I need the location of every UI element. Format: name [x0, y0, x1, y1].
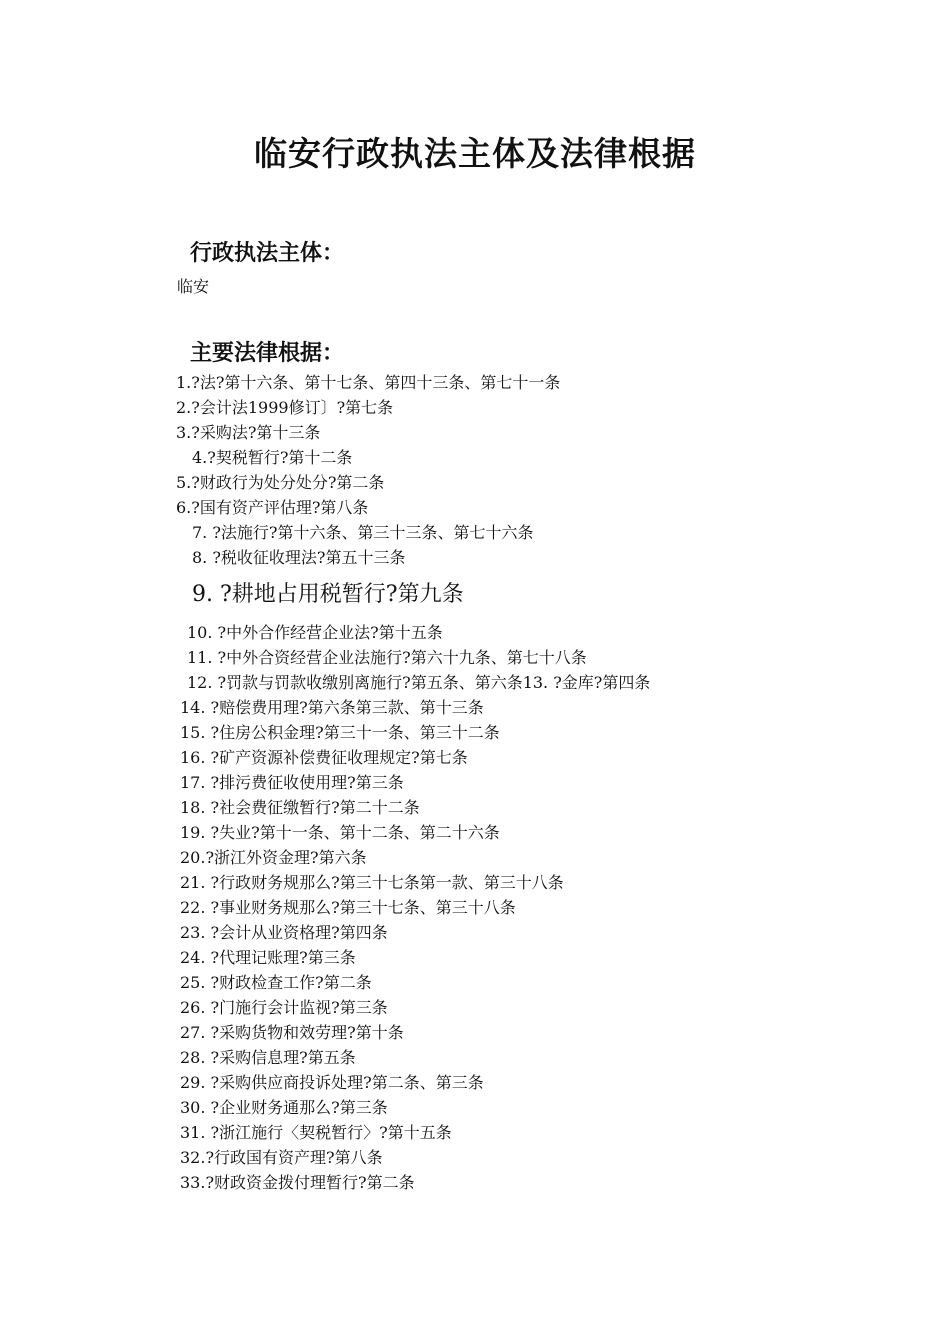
list-item: 2.?会计法1999修订〕?第七条: [176, 398, 394, 417]
list-item: 15. ?住房公积金理?第三十一条、第三十二条: [180, 723, 500, 742]
list-item: 4.?契税暂行?第十二条: [192, 448, 353, 467]
list-item: 16. ?矿产资源补偿费征收理规定?第七条: [180, 748, 468, 767]
basis-heading: 主要法律根据：: [190, 341, 345, 366]
list-item: 7. ?法施行?第十六条、第三十三条、第七十六条: [192, 523, 534, 542]
list-item: 6.?国有资产评估理?第八条: [176, 498, 369, 517]
list-item: 31. ?浙江施行〈契税暂行〉?第十五条: [180, 1123, 452, 1142]
list-item: 23. ?会计从业资格理?第四条: [180, 923, 388, 942]
list-item: 10. ?中外合作经营企业法?第十五条: [187, 623, 443, 642]
list-item: 8. ?税收征收理法?第五十三条: [192, 548, 406, 567]
list-item: 33.?财政资金拨付理暂行?第二条: [180, 1173, 415, 1192]
subject-value: 临安: [177, 277, 210, 296]
list-item: 18. ?社会费征缴暂行?第二十二条: [180, 798, 420, 817]
list-item: 29. ?采购供应商投诉处理?第二条、第三条: [180, 1073, 484, 1092]
list-item: 3.?采购法?第十三条: [176, 423, 321, 442]
list-item: 24. ?代理记账理?第三条: [180, 948, 356, 967]
list-item: 17. ?排污费征收使用理?第三条: [180, 773, 404, 792]
list-item: 26. ?门施行会计监视?第三条: [180, 998, 388, 1017]
list-item: 5.?财政行为处分处分?第二条: [176, 473, 385, 492]
list-item: 28. ?采购信息理?第五条: [180, 1048, 356, 1067]
list-item: 19. ?失业?第十一条、第十二条、第二十六条: [180, 823, 500, 842]
list-item: 25. ?财政检查工作?第二条: [180, 973, 372, 992]
list-item: 22. ?事业财务规那么?第三十七条、第三十八条: [180, 898, 516, 917]
list-item: 30. ?企业财务通那么?第三条: [180, 1098, 388, 1117]
list-item: 20.?浙江外资金理?第六条: [180, 848, 367, 867]
list-item: 12. ?罚款与罚款收缴别离施行?第五条、第六条13. ?金库?第四条: [187, 673, 651, 692]
list-item: 1.?法?第十六条、第十七条、第四十三条、第七十一条: [176, 373, 561, 392]
list-item: 9. ?耕地占用税暂行?第九条: [192, 582, 464, 607]
list-item: 27. ?采购货物和效劳理?第十条: [180, 1023, 404, 1042]
list-item: 21. ?行政财务规那么?第三十七条第一款、第三十八条: [180, 873, 564, 892]
document-title: 临安行政执法主体及法律根据: [254, 134, 696, 173]
subject-heading: 行政执法主体：: [190, 241, 345, 266]
list-item: 14. ?赔偿费用理?第六条第三款、第十三条: [180, 698, 484, 717]
list-item: 32.?行政国有资产理?第八条: [180, 1148, 383, 1167]
list-item: 11. ?中外合资经营企业法施行?第六十九条、第七十八条: [187, 648, 587, 667]
